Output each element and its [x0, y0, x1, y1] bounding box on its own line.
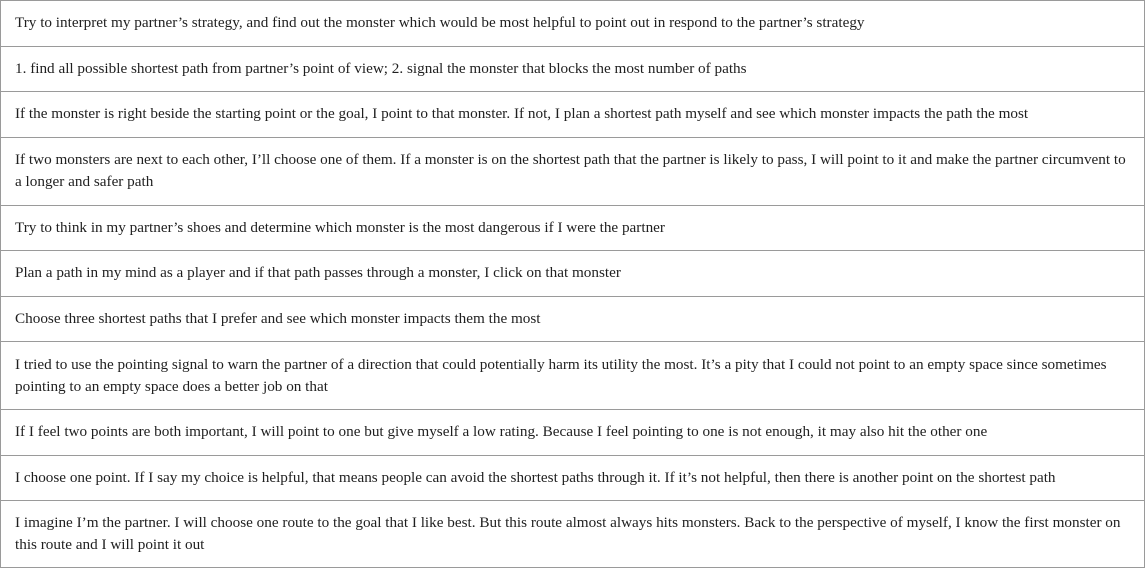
- table-cell: If two monsters are next to each other, I’ll choose one of them. If a monster is on the shortest path that the partner is likely to pass, I will point to it and make the partner circumvent to a longer and safer path: [15, 151, 1126, 190]
- table-cell: I imagine I’m the partner. I will choose one route to the goal that I like best. But this route almost always hits monsters. Back to the perspective of myself, I know the first monster on this route and I will point it out: [15, 514, 1121, 553]
- table-cell: I tried to use the pointing signal to warn the partner of a direction that could potentially harm its utility the most. It’s a pity that I could not point to an empty space since sometimes pointing to an empty space does a better job on that: [15, 355, 1107, 395]
- table-row: [1, 342, 1144, 410]
- table-cell: 1. find all possible shortest path from partner’s point of view; 2. signal the monster that blocks the most number of paths: [15, 59, 747, 77]
- table-row: [1, 92, 1144, 138]
- table-cell: I choose one point. If I say my choice is helpful, that means people can avoid the shortest paths through it. If it’s not helpful, then there is another point on the shortest path: [15, 468, 1056, 486]
- table-row: [1, 1, 1144, 47]
- table-row: [1, 47, 1144, 93]
- table-row: [1, 501, 1144, 568]
- table-row: [1, 456, 1144, 502]
- table-cell: Try to interpret my partner’s strategy, and find out the monster which would be most helpful to point out in respond to the partner’s strategy: [15, 14, 865, 32]
- table-cell: Plan a path in my mind as a player and if that path passes through a monster, I click on that monster: [15, 264, 621, 282]
- table-cell: Choose three shortest paths that I prefer and see which monster impacts them the most: [15, 309, 541, 327]
- table-row: [1, 138, 1144, 206]
- table-row: [1, 297, 1144, 343]
- table-row: [1, 410, 1144, 456]
- table-row: [1, 206, 1144, 252]
- table-cell: If I feel two points are both important, I will point to one but give myself a low rating. Because I feel pointing to one is not enough, it may also hit the other one: [15, 423, 988, 441]
- table-cell: If the monster is right beside the starting point or the goal, I point to that monster. If not, I plan a shortest path myself and see which monster impacts the path the most: [15, 105, 1029, 123]
- table-row: [1, 251, 1144, 297]
- table-cell: Try to think in my partner’s shoes and determine which monster is the most dangerous if I were the partner: [15, 218, 665, 236]
